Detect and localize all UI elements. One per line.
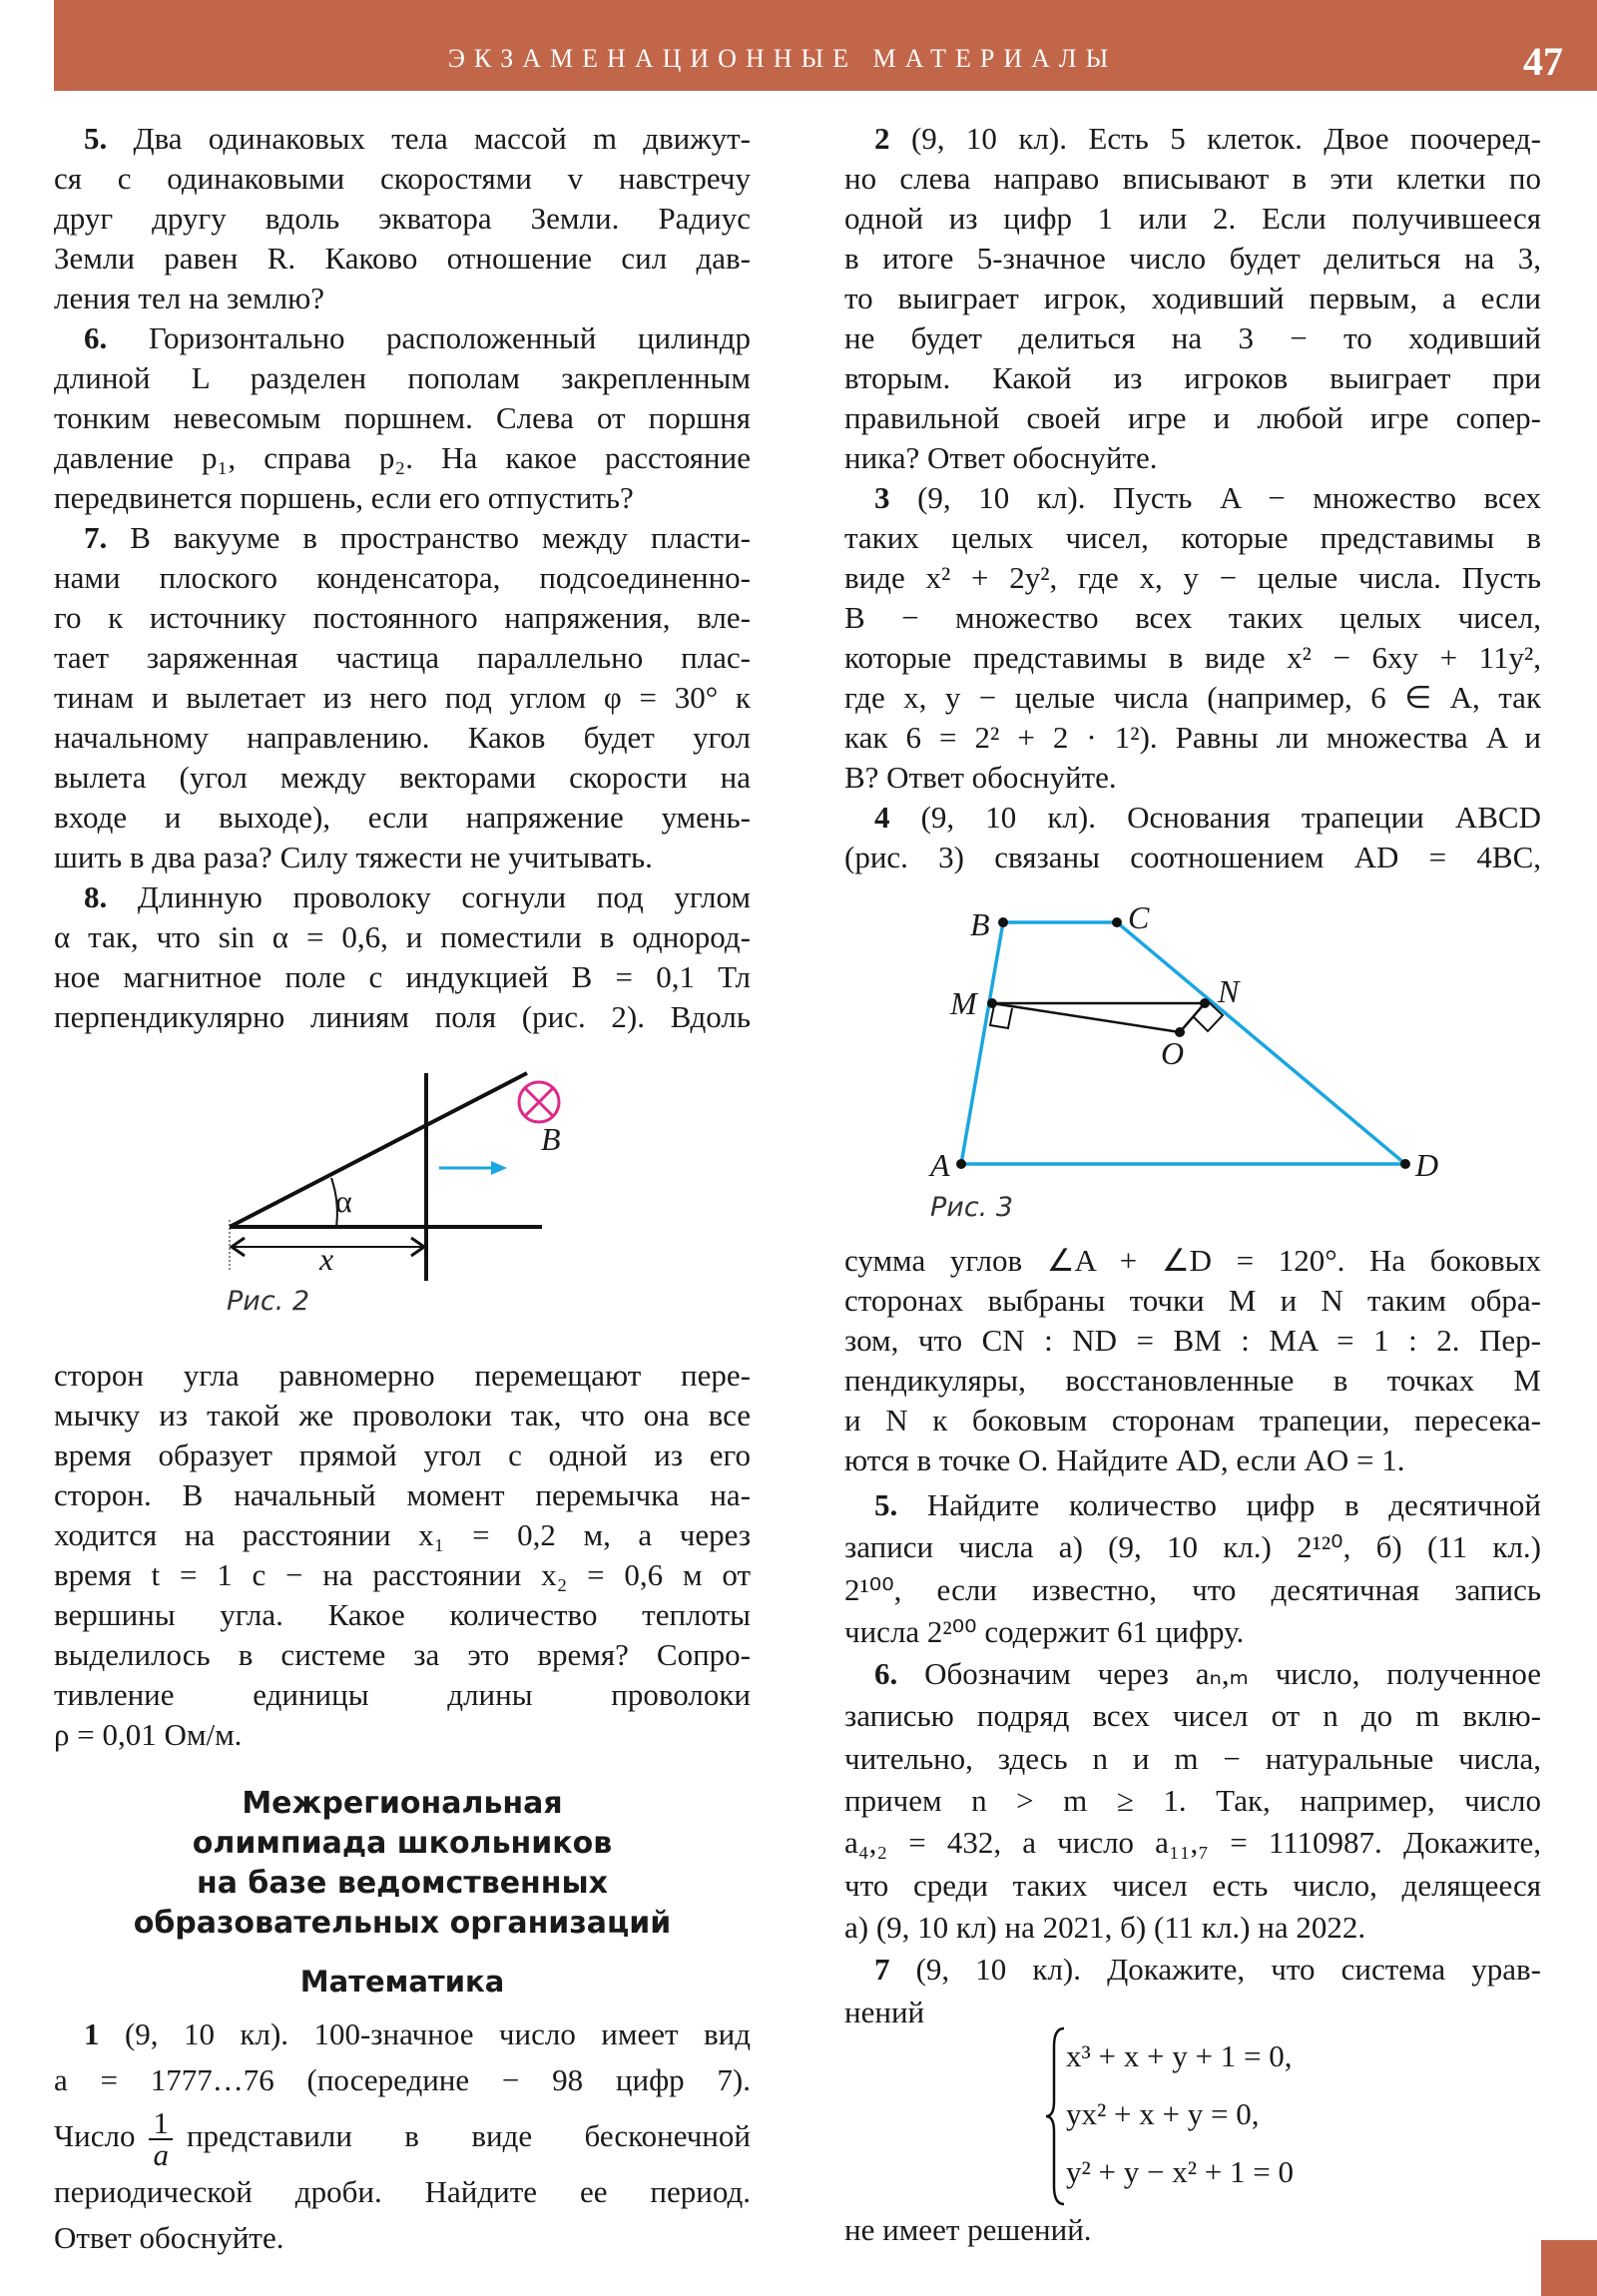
text-line-content: Найдите количество цифр в десятичной xyxy=(926,1487,1542,1522)
text-line: не будет делиться на 3 − то ходивший xyxy=(844,320,1541,355)
figure-2 xyxy=(200,1048,599,1328)
text-line xyxy=(844,1949,1541,1991)
text-line: длиной L разделен пополам закрепленным xyxy=(54,360,751,395)
problem-number: 6. xyxy=(84,320,108,355)
text-line: передвинется поршень, если его отпустить? xyxy=(54,480,634,515)
text-line: вершины угла. Какое количество теплоты xyxy=(54,1597,751,1632)
right-angle-mark xyxy=(990,1005,1012,1028)
text-line: нений xyxy=(844,1994,925,2029)
text-line xyxy=(844,1484,1541,1526)
problem-number: 1 xyxy=(84,2016,100,2051)
text-line: 2¹⁰⁰, если известно, что десятичная запись xyxy=(844,1571,1541,1607)
problem-number: 5. xyxy=(84,121,108,156)
corner-tab xyxy=(1541,2240,1597,2296)
text-line: время образует прямой угол с одной из его xyxy=(54,1437,751,1472)
left-column-problems-5-8 xyxy=(54,119,751,1037)
text-line: вылета (угол между векторами скорости на xyxy=(54,760,751,795)
text-line: периодической дроби. Найдите ее период. xyxy=(54,2174,751,2209)
text-line: а) (9, 10 кл) на 2021, б) (11 кл.) на 2022. xyxy=(844,1909,1366,1945)
text-line-content: В вакууме в пространство между пласти- xyxy=(130,520,751,555)
text-line-content: Длинную проволоку согнули под углом xyxy=(137,879,751,914)
text-line: мычку из такой же проволоки так, что она все xyxy=(54,1398,751,1433)
subject-heading: Математика xyxy=(299,1965,505,1999)
problem-number: 4 xyxy=(874,800,890,835)
text-line: сторон. В начальный момент перемычка на- xyxy=(54,1477,751,1512)
text-line: ся с одинаковыми скоростями v навстречу xyxy=(54,161,751,196)
right-column-problems-2-4 xyxy=(844,119,1541,877)
equation-system xyxy=(1066,2027,1294,2201)
text-line xyxy=(54,877,751,917)
problem-number: 6. xyxy=(874,1656,898,1692)
text-line: a = 1777…76 (посередине − 98 цифр 7). xyxy=(54,2062,751,2097)
page-number: 47 xyxy=(1523,39,1563,84)
text-line xyxy=(844,119,1541,159)
text-line: выделилось в системе за это время? Сопро- xyxy=(54,1637,751,1672)
text-line xyxy=(844,798,1541,838)
running-title: ЭКЗАМЕНАЦИОННЫЕ МАТЕРИАЛЫ xyxy=(447,44,1118,73)
text-line xyxy=(844,1653,1541,1695)
point-label-o: O xyxy=(1161,1035,1185,1071)
fraction xyxy=(149,2104,173,2172)
text-line-content: (9, 10 кл). Основания трапеции ABCD xyxy=(920,800,1541,835)
text-line: записью подряд всех чисел от n до m вклю- xyxy=(844,1698,1541,1734)
field-into-page-icon xyxy=(519,1082,559,1122)
heading-line: образовательных организаций xyxy=(133,1906,672,1941)
text-line: ρ = 0,01 Ом/м. xyxy=(54,1717,243,1752)
text-line: входе и выходе), если напряжение умень- xyxy=(54,800,751,835)
segment-mo xyxy=(992,1003,1180,1032)
text-line: правильной своей игре и любой игре сопер- xyxy=(844,400,1541,435)
problem-number: 8. xyxy=(84,879,108,914)
text-line: друг другу вдоль экватора Земли. Радиус xyxy=(54,201,751,236)
text-line: перпендикулярно линиям поля (рис. 2). Вдоль xyxy=(54,999,751,1034)
text-line: сторонах выбраны точки M и N таким обра- xyxy=(844,1283,1541,1318)
denominator: a xyxy=(153,2136,169,2172)
problem-number: 7. xyxy=(84,520,108,555)
text-line-content: (9, 10 кл). Докажите, что система урав- xyxy=(915,1952,1541,1988)
text-line-content: (9, 10 кл). Пусть A − множество всех xyxy=(917,480,1542,515)
text-line: ходится на расстоянии x₁ = 0,2 м, а через xyxy=(54,1517,751,1552)
text-line: Земли равен R. Каково отношение сил дав- xyxy=(54,241,751,276)
point-label-b: B xyxy=(970,906,990,942)
header-band xyxy=(54,0,1597,91)
text-line: представили в виде бесконечной xyxy=(186,2118,751,2153)
text-line: шить в два раза? Силу тяжести не учитывать. xyxy=(54,840,653,874)
point-label-d: D xyxy=(1415,1147,1439,1183)
text-line: пендикуляры, восстановленные в точках M xyxy=(844,1363,1541,1398)
text-line: ное магнитное поле с индукцией B = 0,1 Тл xyxy=(54,959,751,994)
right-column-problems-5-7 xyxy=(844,1484,1541,2033)
heading-line: на базе ведомственных xyxy=(197,1866,608,1901)
conclusion-text: не имеет решений. xyxy=(844,2212,1092,2247)
text-line: (9, 10 кл). 100-значное число имеет вид xyxy=(124,2016,751,2051)
text-line: (рис. 3) связаны соотношением AD = 4BC, xyxy=(844,840,1541,874)
text-line: время t = 1 с − на расстоянии x₂ = 0,6 м от xyxy=(54,1557,751,1592)
text-line: таких целых чисел, которые представимы в xyxy=(844,520,1541,555)
text-line: тивление единицы длины проволоки xyxy=(54,1677,751,1712)
text-line: одной из цифр 1 или 2. Если получившееся xyxy=(844,201,1541,236)
text-line-content: Горизонтально расположенный цилиндр xyxy=(148,320,751,355)
text-line-content: (9, 10 кл). Есть 5 клеток. Двое поочеред- xyxy=(910,121,1542,156)
problem-4-continuation xyxy=(844,1241,1541,1480)
text-line-content: Обозначим через aₙ,ₘ число, полученное xyxy=(924,1656,1541,1692)
text-line: давление p₁, справа p₂. На какое расстояние xyxy=(54,440,751,475)
equation: y² + y − x² + 1 = 0 xyxy=(1066,2154,1295,2189)
segment-no xyxy=(1180,1003,1205,1032)
text-line: вторым. Какой из игроков выиграет при xyxy=(844,360,1541,395)
text-line xyxy=(54,518,751,558)
text-line-content: Два одинаковых тела массой m движут- xyxy=(133,121,751,156)
text-line: числа 2²⁰⁰ содержит 61 цифру. xyxy=(844,1613,1245,1649)
section-heading xyxy=(54,1784,751,1944)
text-line: но слева направо вписывают в эти клетки по xyxy=(844,161,1541,196)
text-line: чительно, здесь n и m − натуральные числа, xyxy=(844,1740,1541,1776)
text-line: Число xyxy=(54,2118,136,2153)
text-line: которые представимы в виде x² − 6xy + 11y², xyxy=(844,640,1541,675)
text-line: зом, что CN : ND = BM : MA = 1 : 2. Пер- xyxy=(844,1323,1541,1358)
text-line: ника? Ответ обоснуйте. xyxy=(844,440,1158,475)
point-label-m: M xyxy=(950,985,977,1021)
text-line: Ответ обоснуйте. xyxy=(54,2220,284,2255)
math-problem-1 xyxy=(54,2011,751,2261)
text-line: в итоге 5-значное число будет делиться на 3, xyxy=(844,241,1541,276)
point-label-c: C xyxy=(1128,899,1150,935)
text-line: ются в точке O. Найдите AD, если AO = 1. xyxy=(844,1442,1405,1477)
text-line: что среди таких чисел есть число, делящееся xyxy=(844,1867,1541,1903)
inclined-wire xyxy=(230,1073,527,1227)
text-line: сумма углов ∠A + ∠D = 120°. На боковых xyxy=(844,1243,1541,1278)
heading-line: олимпиада школьников xyxy=(192,1826,613,1861)
text-line: нами плоского конденсатора, подсоединенно- xyxy=(54,560,751,595)
angle-label: α xyxy=(335,1183,352,1219)
text-line xyxy=(54,119,751,159)
field-label: B xyxy=(541,1121,561,1157)
text-line: тает заряженная частица параллельно плас- xyxy=(54,640,751,675)
figure-2-caption: Рис. 2 xyxy=(227,1286,310,1317)
text-line: записи числа а) (9, 10 кл.) 2¹²⁰, б) (11 кл.) xyxy=(844,1529,1541,1565)
point-label-a: A xyxy=(930,1147,950,1183)
text-line xyxy=(54,318,751,358)
problem-number: 5. xyxy=(874,1487,898,1522)
problem-number: 2 xyxy=(874,121,890,156)
numerator: 1 xyxy=(149,2108,173,2140)
text-line: го к источнику постоянного напряжения, вле- xyxy=(54,600,751,635)
text-line: тонким невесомым поршнем. Слева от поршня xyxy=(54,400,751,435)
text-line: сторон угла равномерно перемещают пере- xyxy=(54,1358,751,1393)
system-brace xyxy=(1044,2026,1068,2206)
point-label-n: N xyxy=(1218,973,1240,1009)
text-line: и N к боковым сторонам трапеции, пересека- xyxy=(844,1403,1541,1437)
text-line: причем n > m ≥ 1. Так, например, число xyxy=(844,1783,1541,1819)
text-line: как 6 = 2² + 2 · 1²). Равны ли множества A и xyxy=(844,720,1541,755)
text-line: где x, y − целые числа (например, 6 ∈ A, так xyxy=(844,680,1541,715)
problem-number: 3 xyxy=(874,480,890,515)
text-line: B − множество всех таких целых чисел, xyxy=(844,600,1541,635)
text-line: α так, что sin α = 0,6, и поместили в однород- xyxy=(54,919,751,954)
text-line: начальному направлению. Каков будет угол xyxy=(54,720,751,755)
equation: x³ + x + y + 1 = 0, xyxy=(1066,2038,1293,2073)
problem-number: 7 xyxy=(874,1952,890,1988)
equation: yx² + x + y = 0, xyxy=(1066,2096,1260,2131)
text-line: виде x² + 2y², где x, y − целые числа. Пусть xyxy=(844,560,1541,595)
heading-line: Межрегиональная xyxy=(242,1786,563,1821)
left-column-continuation xyxy=(54,1356,751,1755)
text-line: ления тел на землю? xyxy=(54,281,325,315)
text-line: то выиграет игрок, ходивший первым, а если xyxy=(844,281,1541,315)
figure-3 xyxy=(898,888,1457,1228)
text-line xyxy=(844,478,1541,518)
distance-label: x xyxy=(319,1241,334,1277)
text-line: a₄,₂ = 432, а число a₁₁,₇ = 1110987. Докажите, xyxy=(844,1825,1541,1861)
figure-3-caption: Рис. 3 xyxy=(930,1192,1014,1223)
text-line: тинам и вылетает из него под углом φ = 30° к xyxy=(54,680,751,715)
text-line: B? Ответ обоснуйте. xyxy=(844,760,1117,795)
